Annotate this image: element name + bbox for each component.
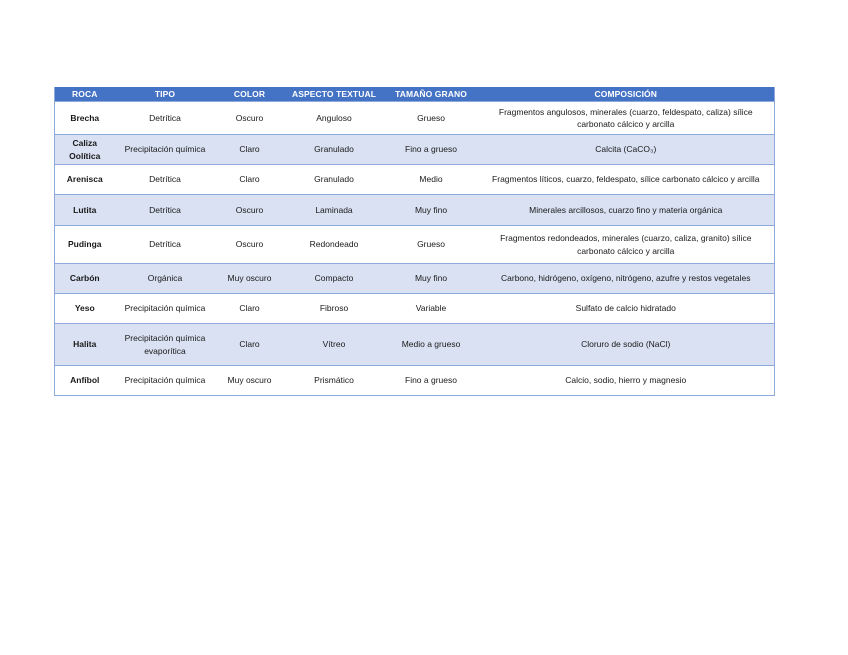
cell-color: Oscuro xyxy=(216,195,284,226)
table-row xyxy=(55,135,775,165)
header-tamano-grano: TAMAÑO GRANO xyxy=(385,87,478,102)
cell-color: Claro xyxy=(216,294,284,324)
rock-classification-table xyxy=(54,87,775,396)
cell-color: Claro xyxy=(216,165,284,195)
cell-tipo: Detrítica xyxy=(115,102,216,135)
cell-composicion: Cloruro de sodio (NaCl) xyxy=(478,324,775,366)
cell-tamano: Medio a grueso xyxy=(385,324,478,366)
table-row xyxy=(55,165,775,195)
cell-composicion: Fragmentos líticos, cuarzo, feldespato, sílice carbonato cálcico y arcilla xyxy=(478,165,775,195)
table-row xyxy=(55,294,775,324)
cell-aspecto: Granulado xyxy=(284,165,385,195)
cell-aspecto: Compacto xyxy=(284,264,385,294)
cell-aspecto: Fibroso xyxy=(284,294,385,324)
cell-roca: Lutita xyxy=(55,195,115,226)
cell-tamano: Medio xyxy=(385,165,478,195)
cell-tipo: Precipitación química xyxy=(115,366,216,396)
cell-tipo: Detrítica xyxy=(115,195,216,226)
cell-composicion: Calcio, sodio, hierro y magnesio xyxy=(478,366,775,396)
cell-color: Claro xyxy=(216,324,284,366)
cell-color: Claro xyxy=(216,135,284,165)
cell-composicion: Calcita (CaCO₃) xyxy=(478,135,775,165)
table-row xyxy=(55,324,775,366)
cell-tamano: Grueso xyxy=(385,102,478,135)
cell-composicion: Fragmentos redondeados, minerales (cuarzo, caliza, granito) sílice carbonato cálcico y arcilla xyxy=(478,226,775,264)
cell-aspecto: Vítreo xyxy=(284,324,385,366)
header-aspecto-textual: ASPECTO TEXTUAL xyxy=(284,87,385,102)
table-row xyxy=(55,102,775,135)
cell-composicion: Fragmentos angulosos, minerales (cuarzo, feldespato, caliza) sílice carbonato cálcico y arcilla xyxy=(478,102,775,135)
header-color: COLOR xyxy=(216,87,284,102)
cell-tamano: Grueso xyxy=(385,226,478,264)
cell-aspecto: Redondeado xyxy=(284,226,385,264)
cell-roca: Pudinga xyxy=(55,226,115,264)
cell-aspecto: Anguloso xyxy=(284,102,385,135)
cell-composicion: Minerales arcillosos, cuarzo fino y materia orgánica xyxy=(478,195,775,226)
cell-roca: Caliza Oolítica xyxy=(55,135,115,165)
cell-tipo: Precipitación química evaporítica xyxy=(115,324,216,366)
cell-color: Muy oscuro xyxy=(216,366,284,396)
cell-aspecto: Granulado xyxy=(284,135,385,165)
table-row xyxy=(55,195,775,226)
cell-roca: Arenisca xyxy=(55,165,115,195)
table-header-row xyxy=(55,87,775,102)
header-tipo: TIPO xyxy=(115,87,216,102)
cell-color: Muy oscuro xyxy=(216,264,284,294)
header-composicion: COMPOSICIÓN xyxy=(478,87,775,102)
cell-roca: Yeso xyxy=(55,294,115,324)
cell-tamano: Muy fino xyxy=(385,195,478,226)
cell-tamano: Fino a grueso xyxy=(385,135,478,165)
cell-tamano: Fino a grueso xyxy=(385,366,478,396)
cell-composicion: Carbono, hidrógeno, oxígeno, nitrógeno, azufre y restos vegetales xyxy=(478,264,775,294)
cell-aspecto: Prismático xyxy=(284,366,385,396)
cell-tamano: Muy fino xyxy=(385,264,478,294)
cell-roca: Brecha xyxy=(55,102,115,135)
cell-tipo: Precipitación química xyxy=(115,294,216,324)
table-row xyxy=(55,366,775,396)
cell-roca: Anfíbol xyxy=(55,366,115,396)
cell-color: Oscuro xyxy=(216,226,284,264)
cell-aspecto: Laminada xyxy=(284,195,385,226)
cell-roca: Carbón xyxy=(55,264,115,294)
cell-composicion: Sulfato de calcio hidratado xyxy=(478,294,775,324)
cell-tamano: Variable xyxy=(385,294,478,324)
cell-tipo: Orgánica xyxy=(115,264,216,294)
cell-color: Oscuro xyxy=(216,102,284,135)
cell-tipo: Precipitación química xyxy=(115,135,216,165)
cell-roca: Halita xyxy=(55,324,115,366)
cell-tipo: Detrítica xyxy=(115,226,216,264)
table-row xyxy=(55,264,775,294)
table-row xyxy=(55,226,775,264)
header-roca: ROCA xyxy=(55,87,115,102)
cell-tipo: Detrítica xyxy=(115,165,216,195)
